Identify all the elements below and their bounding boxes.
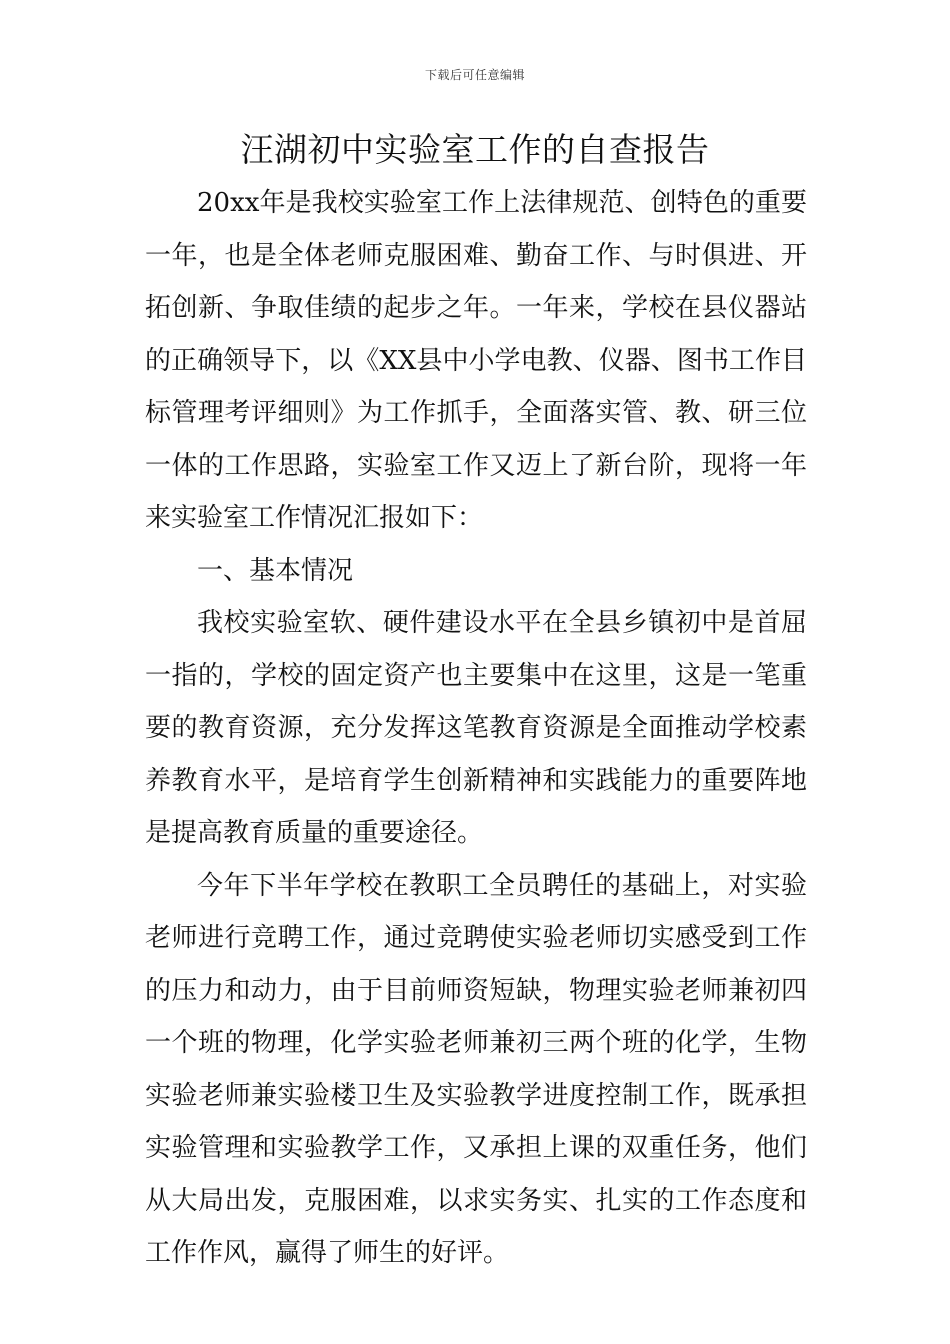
document-title: 汪湖初中实验室工作的自查报告 [240,130,710,169]
paragraph-teacher-recruitment: 今年下半年学校在教职工全员聘任的基础上，对实验老师进行竞聘工作，通过竞聘使实验老师切实感受到工作的压力和动力，由于目前师资短缺，物理实验老师兼初四一个班的物理，化学实验老师兼初三两个班的化学，生物实验老师兼实验楼卫生及实验教学进度控制工作，既承担实验管理和实验教学工作，又承担上课的双重任务，他们从大局出发，克服困难，以求实务实、扎实的工作态度和工作作风，赢得了师生的好评。 [145,870,807,1268]
paragraph-intro: 20xx年是我校实验室工作上法律规范、创特色的重要一年，也是全体老师克服困难、勤奋工作、与时俱进、开拓创新、争取佳绩的起步之年。一年来，学校在县仪器站的正确领导下，以《XX县中小学电教、仪器、图书工作目标管理考评细则》为工作抓手，全面落实管、教、研三位一体的工作思路，实验室工作又迈上了新台阶，现将一年来实验室工作情况汇报如下： [145,188,807,533]
section-heading-basic-situation: 一、基本情况 [197,555,354,586]
paragraph-lab-resources: 我校实验室软、硬件建设水平在全县乡镇初中是首屈一指的，学校的固定资产也主要集中在这里，这是一笔重要的教育资源，充分发挥这笔教育资源是全面推动学校素养教育水平，是培育学生创新精神和实践能力的重要阵地是提高教育质量的重要途径。 [145,608,807,848]
header-note: 下载后可任意编辑 [424,68,525,82]
document-body [145,177,807,1280]
